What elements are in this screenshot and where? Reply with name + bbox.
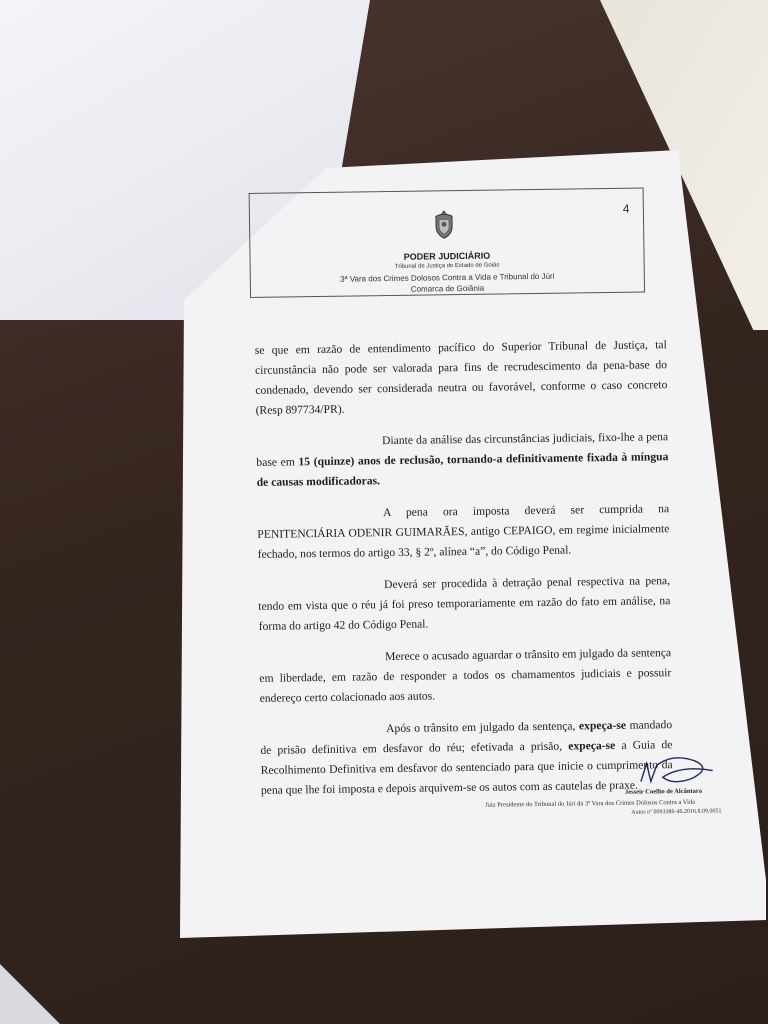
document-content — [176, 142, 768, 938]
paragraph-6-text-a: Após o trânsito em julgado da sentença, — [386, 719, 580, 736]
case-number: Autos nº 0093386-46.2016.8.09.0051 — [631, 808, 722, 816]
paragraph-6-text-c: a Guia de Recolhimento Definitiva em desfavor do sentenciado para que inicie o cumprimento da pena que lhe foi imposta e depois arquivem-se os autos com as cautelas de praxe. — [260, 738, 673, 797]
paragraph-2 — [256, 427, 669, 493]
document-body — [255, 335, 674, 813]
header-division: 3ª Vara dos Crimes Dolosos Contra a Vida e Tribunal do Júri — [340, 271, 555, 284]
paragraph-5: Merece o acusado aguardar o trânsito em julgado da sentença em liberdade, em razão de responder a todos os chamamentos judiciais e possuir endereço certo colacionado aos autos. — [259, 646, 672, 705]
paragraph-3: A pena ora imposta deverá ser cumprida na PENITENCIÁRIA ODENIR GUIMARÃES, antigo CEPAIGO, em regime inicialmente fechado, nos termos do artigo 33, § 2º, alínea “a”, do Código Penal. — [257, 502, 670, 561]
signature-name: Jesseir Coelho de Alcântara — [624, 787, 703, 796]
paragraph-4: Deverá ser procedida à detração penal respectiva na pena, tendo em vista que o réu já foi preso temporariamente em razão do fato em análise, na forma do artigo 42 do Código Penal. — [258, 574, 671, 633]
header-court: Tribunal de Justiça do Estado de Goiás — [394, 262, 500, 270]
paragraph-6 — [260, 715, 673, 801]
page-number: 4 — [622, 201, 630, 216]
coat-of-arms-icon — [432, 209, 456, 239]
header-title: PODER JUDICIÁRIO — [403, 250, 491, 262]
paragraph-2-text: Diante da análise das circunstâncias judiciais, fixo-lhe a pena base em — [256, 430, 669, 469]
document-header — [249, 187, 645, 298]
paragraph-6-emphasis-a: expeça-se — [578, 718, 627, 733]
paragraph-6-text-b: mandado de prisão definitiva em desfavor do réu; efetivada a prisão, — [260, 718, 673, 757]
signature-role: Juiz Presidente do Tribunal do Júri da 3ª Vara dos Crimes Dolosos Contra a Vida — [485, 798, 696, 809]
paragraph-6-emphasis-b: expeça-se — [568, 738, 616, 753]
paragraph-2-emphasis: 15 (quinze) anos de reclusão, tornando-a definitivamente fixada à míngua de causas modificadoras. — [256, 450, 669, 489]
paragraph-1: se que em razão de entendimento pacífico do Superior Tribunal de Justiça, tal circunstância não pode ser valorada para fins de recrudescimento da pena-base do condenado, devendo ser considerada neutra ou favorável, conforme o caso concreto (Resp 897734/PR). — [254, 338, 668, 417]
header-district: Comarca de Goiânia — [410, 283, 485, 294]
